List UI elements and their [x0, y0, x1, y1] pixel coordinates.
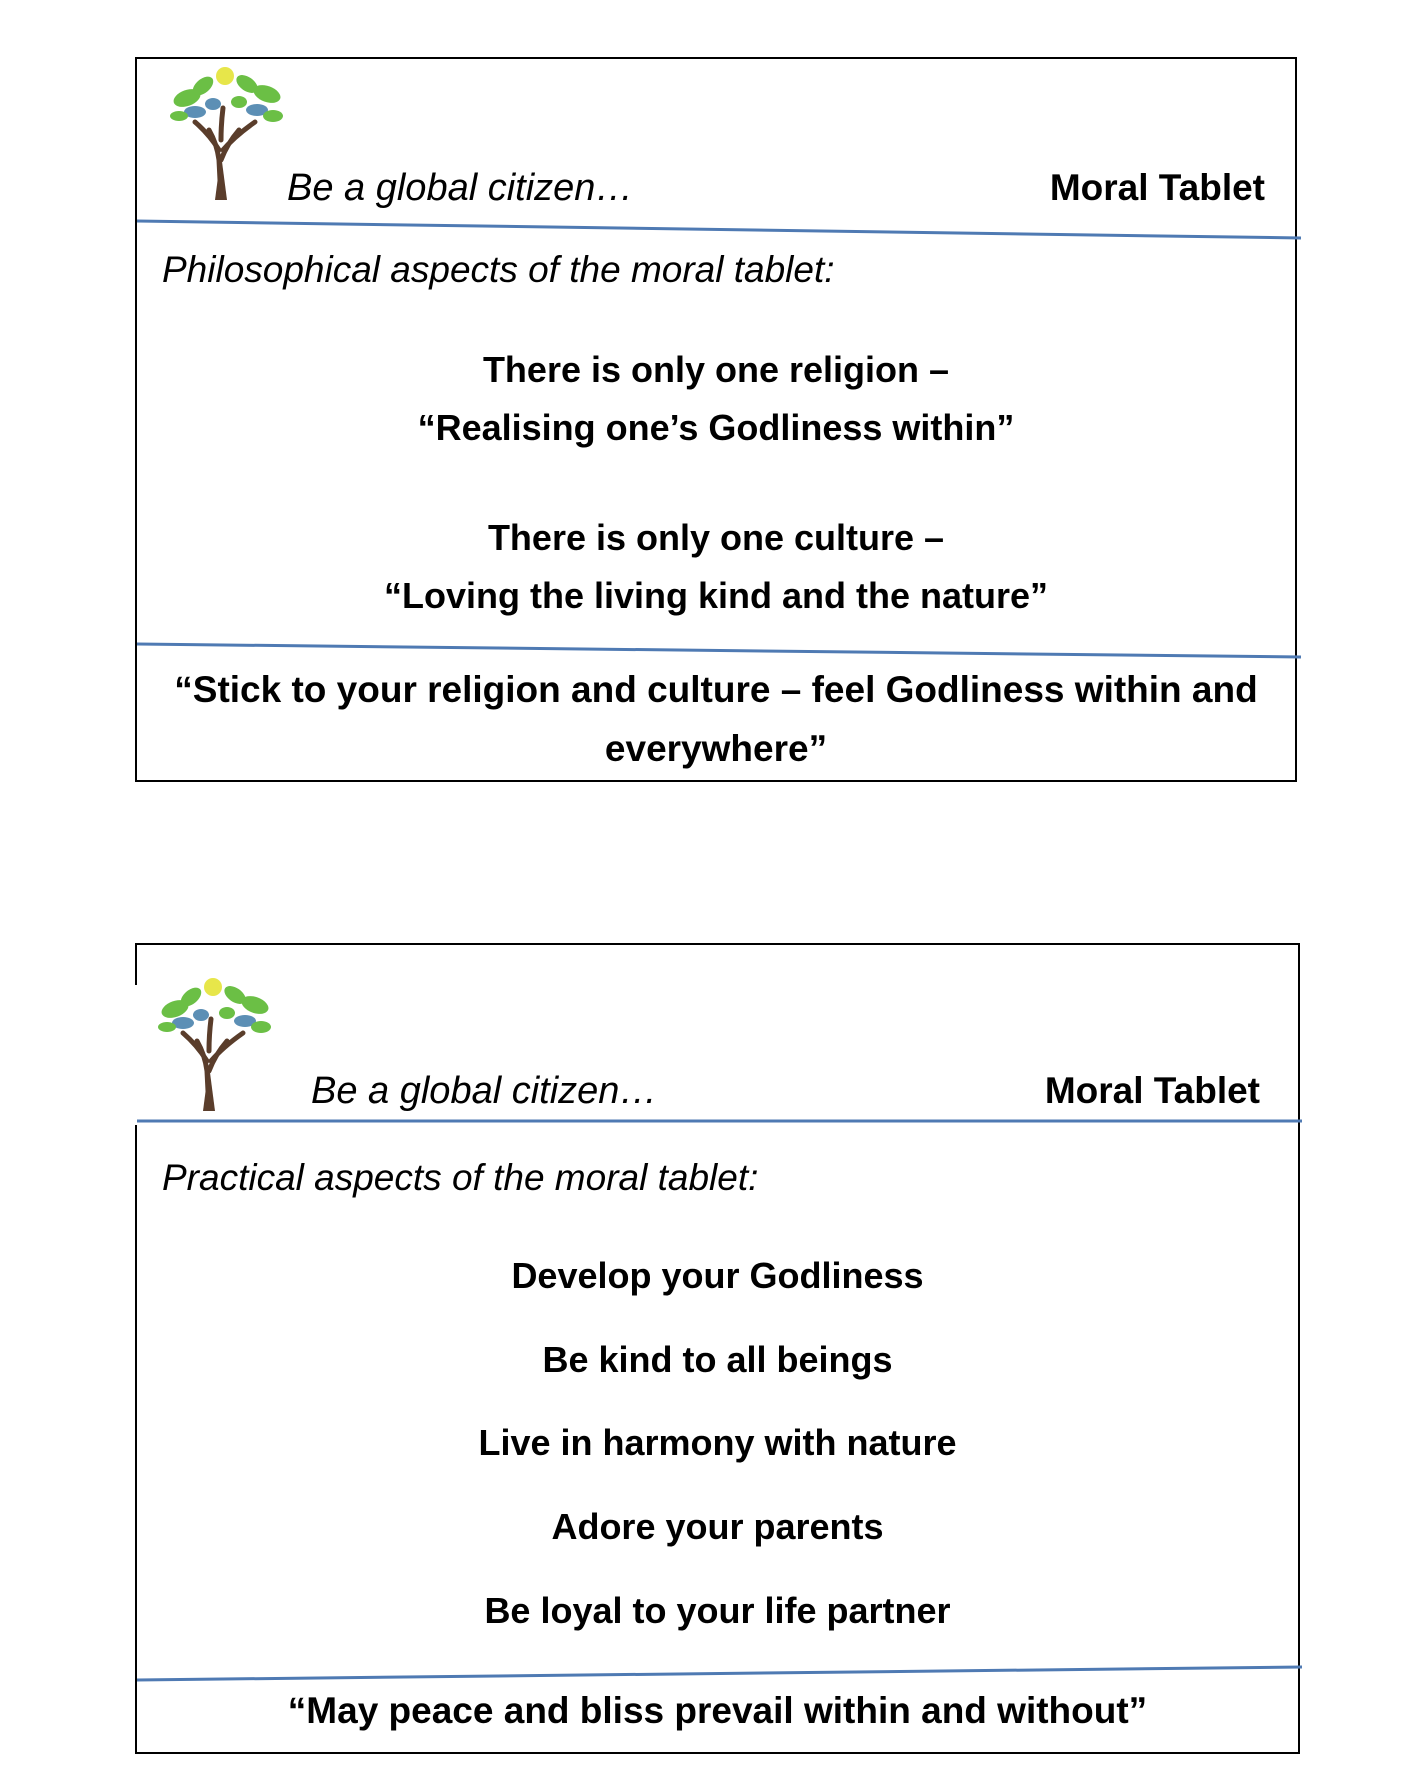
brand-title: Moral Tablet: [1044, 1070, 1260, 1111]
moral-tablet-card-practical: [135, 943, 1300, 1754]
section-subheading: Practical aspects of the moral tablet:: [162, 1157, 759, 1198]
content-line: Live in harmony with nature: [478, 1422, 957, 1463]
content-line: Adore your parents: [551, 1506, 884, 1547]
content-line: “Realising one’s Godliness within”: [417, 407, 1015, 448]
tagline: Be a global citizen…: [287, 167, 634, 209]
content-line: Be kind to all beings: [542, 1339, 893, 1380]
content-line: There is only one religion –: [482, 349, 950, 390]
tree-logo-icon: [169, 64, 285, 200]
footer-divider: [137, 1667, 1302, 1680]
tree-logo-icon: [157, 975, 273, 1111]
logo-border-gap: [134, 985, 137, 1125]
content-line: “Loving the living kind and the nature”: [383, 575, 1049, 616]
tagline: Be a global citizen…: [311, 1070, 658, 1112]
content-line: Develop your Godliness: [511, 1255, 924, 1296]
footer-quote: “Stick to your religion and culture – feel Godliness within and everywhere”: [174, 669, 1258, 769]
brand-title: Moral Tablet: [1049, 167, 1265, 208]
section-subheading: Philosophical aspects of the moral tablet:: [162, 249, 835, 290]
footer-divider: [137, 644, 1301, 657]
content-line: Be loyal to your life partner: [484, 1590, 951, 1631]
header-divider: [137, 221, 1301, 238]
footer-quote: “May peace and bliss prevail within and without”: [287, 1690, 1148, 1731]
moral-tablet-card-philosophical: [135, 57, 1297, 782]
content-line: There is only one culture –: [487, 517, 945, 558]
